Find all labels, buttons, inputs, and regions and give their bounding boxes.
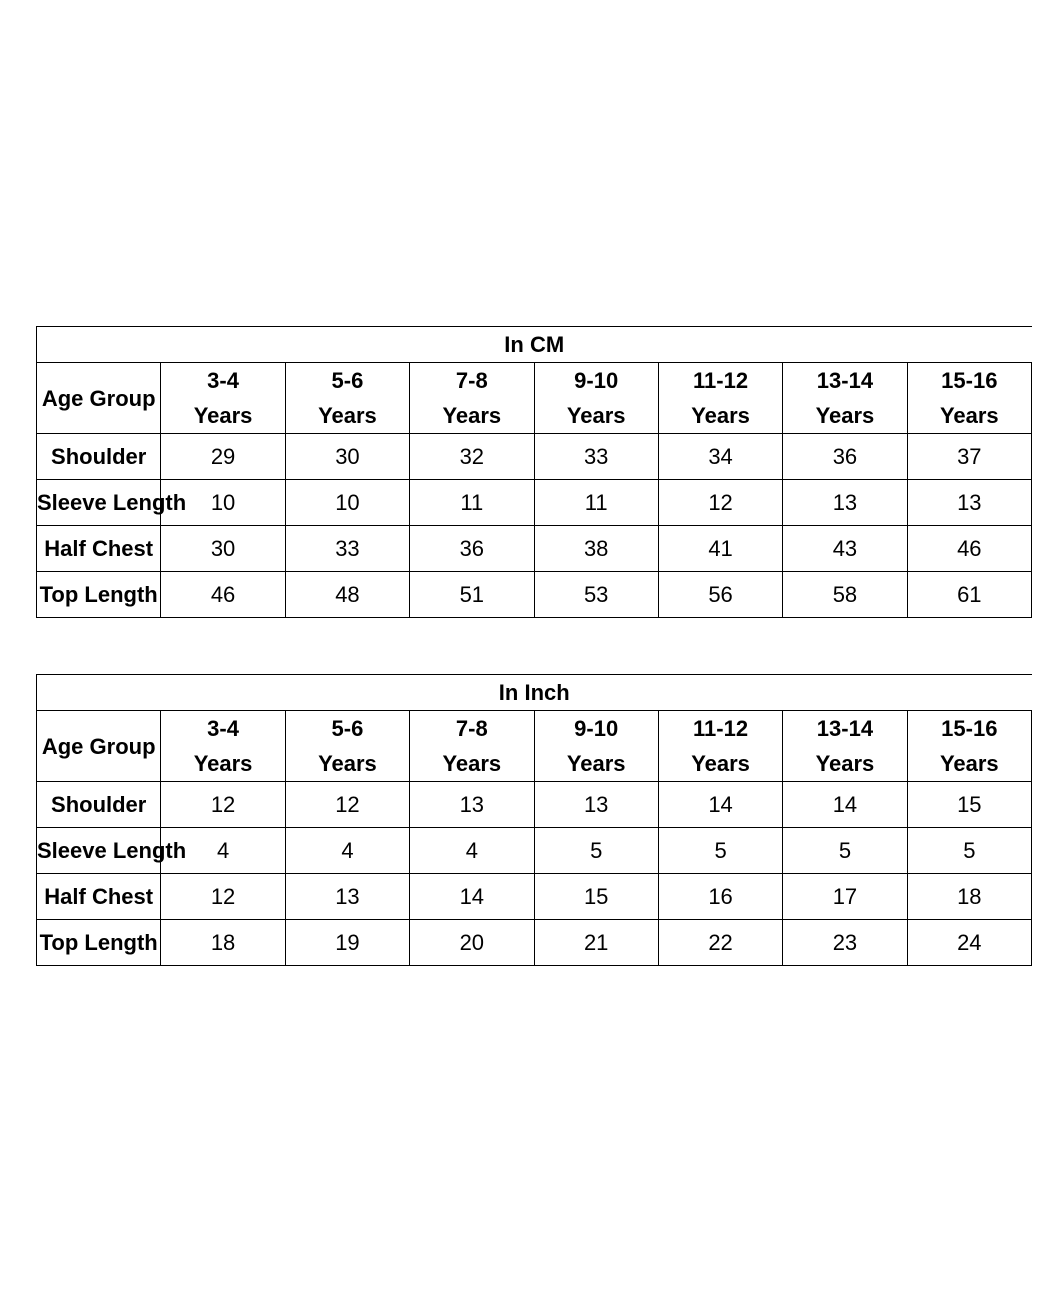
age-range: 11-12	[693, 716, 749, 741]
table-cell: 19	[285, 920, 409, 966]
table-cell: 30	[285, 434, 409, 480]
table-cell: 29	[161, 434, 285, 480]
age-range: 9-10	[574, 716, 619, 741]
table-cell: 15	[907, 782, 1031, 828]
table-row-sleeve-length	[37, 480, 1032, 526]
age-unit: Years	[442, 403, 502, 428]
table-cell: 12	[161, 782, 285, 828]
table-cell: 32	[410, 434, 534, 480]
row-label: Sleeve Length	[37, 480, 161, 526]
column-header	[534, 363, 658, 434]
column-header	[783, 363, 907, 434]
age-range: 11-12	[693, 368, 749, 393]
column-header	[658, 711, 782, 782]
age-group-header: Age Group	[37, 711, 161, 782]
age-group-header: Age Group	[37, 363, 161, 434]
table-cell: 14	[658, 782, 782, 828]
table-cell: 4	[161, 828, 285, 874]
age-range: 13-14	[816, 368, 874, 393]
age-unit: Years	[566, 751, 626, 776]
table-row-top-length	[37, 572, 1032, 618]
age-range: 3-4	[207, 368, 239, 393]
table-cell: 18	[907, 874, 1031, 920]
column-header	[534, 711, 658, 782]
table-cell: 46	[907, 526, 1031, 572]
table-cell: 43	[783, 526, 907, 572]
table-cell: 13	[285, 874, 409, 920]
table-cell: 38	[534, 526, 658, 572]
table-cell: 53	[534, 572, 658, 618]
table-cell: 24	[907, 920, 1031, 966]
table-cell: 10	[285, 480, 409, 526]
column-header	[285, 711, 409, 782]
table-title: In CM	[37, 327, 1032, 363]
age-unit: Years	[193, 751, 253, 776]
row-label: Top Length	[37, 572, 161, 618]
column-header	[410, 711, 534, 782]
age-unit: Years	[939, 751, 999, 776]
age-unit: Years	[691, 403, 750, 428]
table-cell: 36	[410, 526, 534, 572]
table-cell: 13	[907, 480, 1031, 526]
table-row-shoulder	[37, 782, 1032, 828]
age-range: 15-16	[941, 368, 998, 393]
row-label: Half Chest	[37, 874, 161, 920]
column-header	[658, 363, 782, 434]
age-unit: Years	[318, 403, 377, 428]
table-cell: 18	[161, 920, 285, 966]
table-row-half-chest	[37, 526, 1032, 572]
table-cell: 11	[410, 480, 534, 526]
table-cell: 12	[285, 782, 409, 828]
table-header-row	[37, 363, 1032, 434]
table-cell: 46	[161, 572, 285, 618]
age-range: 7-8	[455, 368, 488, 393]
table-cell: 33	[285, 526, 409, 572]
table-cell: 5	[658, 828, 782, 874]
row-label: Top Length	[37, 920, 161, 966]
table-cell: 14	[410, 874, 534, 920]
table-cell: 15	[534, 874, 658, 920]
table-cell: 20	[410, 920, 534, 966]
table-cell: 37	[907, 434, 1031, 480]
table-header-row	[37, 711, 1032, 782]
age-unit: Years	[939, 403, 999, 428]
table-cell: 13	[534, 782, 658, 828]
table-cell: 56	[658, 572, 782, 618]
table-title-row	[37, 327, 1032, 363]
age-range: 3-4	[207, 716, 239, 741]
age-unit: Years	[318, 751, 377, 776]
table-cell: 13	[410, 782, 534, 828]
table-title: In Inch	[37, 675, 1032, 711]
age-unit: Years	[691, 751, 750, 776]
row-label: Shoulder	[37, 434, 161, 480]
table-cell: 16	[658, 874, 782, 920]
age-range: 5-6	[331, 716, 364, 741]
table-cell: 4	[285, 828, 409, 874]
table-cell: 5	[534, 828, 658, 874]
size-table-inch	[36, 674, 1032, 966]
table-cell: 48	[285, 572, 409, 618]
age-range: 9-10	[574, 368, 619, 393]
column-header	[285, 363, 409, 434]
column-header	[161, 711, 285, 782]
table-cell: 17	[783, 874, 907, 920]
table-row-top-length	[37, 920, 1032, 966]
table-cell: 51	[410, 572, 534, 618]
table-cell: 22	[658, 920, 782, 966]
table-cell: 14	[783, 782, 907, 828]
table-cell: 5	[783, 828, 907, 874]
age-range: 5-6	[331, 368, 364, 393]
table-cell: 5	[907, 828, 1031, 874]
row-label: Half Chest	[37, 526, 161, 572]
age-range: 13-14	[816, 716, 874, 741]
size-table-cm	[36, 326, 1032, 618]
age-unit: Years	[193, 403, 253, 428]
age-unit: Years	[566, 403, 626, 428]
column-header	[410, 363, 534, 434]
table-row-shoulder	[37, 434, 1032, 480]
row-label: Sleeve Length	[37, 828, 161, 874]
age-range: 7-8	[455, 716, 488, 741]
table-cell: 13	[783, 480, 907, 526]
column-header	[907, 711, 1031, 782]
table-cell: 61	[907, 572, 1031, 618]
table-title-row	[37, 675, 1032, 711]
table-cell: 30	[161, 526, 285, 572]
table-cell: 10	[161, 480, 285, 526]
table-row-sleeve-length	[37, 828, 1032, 874]
age-unit: Years	[442, 751, 502, 776]
row-label: Shoulder	[37, 782, 161, 828]
age-unit: Years	[815, 403, 875, 428]
age-range: 15-16	[941, 716, 998, 741]
table-cell: 12	[658, 480, 782, 526]
table-cell: 12	[161, 874, 285, 920]
table-cell: 34	[658, 434, 782, 480]
table-row-half-chest	[37, 874, 1032, 920]
column-header	[907, 363, 1031, 434]
table-cell: 4	[410, 828, 534, 874]
table-cell: 21	[534, 920, 658, 966]
table-cell: 11	[534, 480, 658, 526]
table-cell: 41	[658, 526, 782, 572]
column-header	[783, 711, 907, 782]
age-unit: Years	[815, 751, 875, 776]
column-header	[161, 363, 285, 434]
table-cell: 58	[783, 572, 907, 618]
table-cell: 36	[783, 434, 907, 480]
table-cell: 23	[783, 920, 907, 966]
table-cell: 33	[534, 434, 658, 480]
